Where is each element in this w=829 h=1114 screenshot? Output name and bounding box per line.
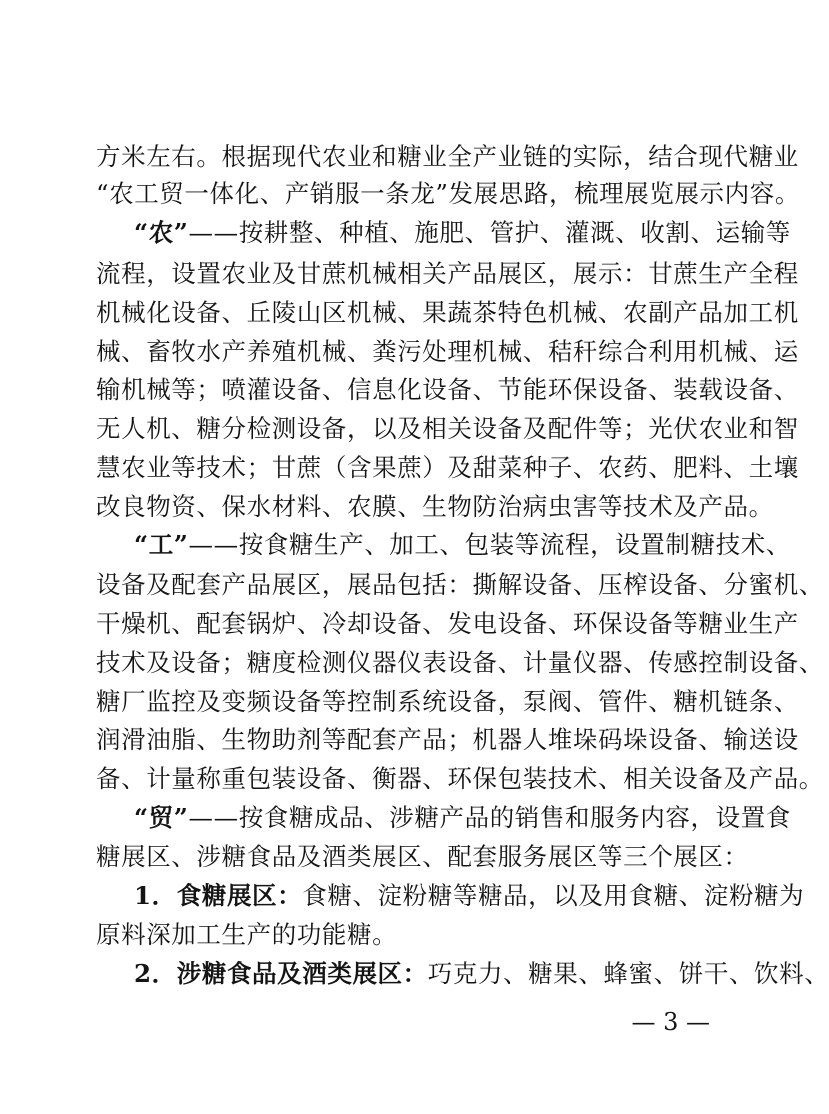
paragraph-line	[134, 527, 791, 563]
paragraph-line	[96, 334, 799, 370]
list-item-heading: 1．食糖展区：	[134, 881, 303, 910]
paragraph-line	[96, 645, 824, 681]
line-text: 设备及配套产品展区，展品包括：撕解设备、压榨设备、分蜜机、	[96, 570, 824, 599]
line-text: 备、计量称重包装设备、衡器、环保包装技术、相关设备及产品。	[96, 764, 824, 793]
list-item-heading: 2．涉糖食品及酒类展区：	[134, 959, 428, 988]
paragraph-line	[96, 139, 799, 175]
line-text: 械、畜牧水产养殖机械、粪污处理机械、秸秆综合利用机械、运	[96, 337, 799, 366]
page-number: — 3 —	[631, 1008, 710, 1036]
line-text: 食糖、淀粉糖等糖品，以及用食糖、淀粉糖为	[302, 881, 805, 910]
paragraph-line	[96, 839, 749, 875]
paragraph-line	[134, 956, 829, 992]
line-text: 原料深加工生产的功能糖。	[96, 920, 398, 949]
paragraph-line	[134, 800, 791, 836]
paragraph-line	[96, 295, 799, 331]
paragraph-line	[134, 878, 805, 914]
line-text: 流程，设置农业及甘蔗机械相关产品展区，展示：甘蔗生产全程	[96, 259, 799, 288]
paragraph-line	[96, 176, 800, 212]
line-text: 机械化设备、丘陵山区机械、果蔬茶特色机械、农副产品加工机	[96, 298, 799, 327]
section-lead-gong: “工”	[134, 530, 189, 559]
line-text: 技术及设备；糖度检测仪器仪表设备、计量仪器、传感控制设备、	[96, 648, 824, 677]
paragraph-line	[96, 256, 799, 292]
paragraph-line	[96, 411, 799, 447]
line-text: ——按食糖成品、涉糖产品的销售和服务内容，设置食	[188, 803, 791, 832]
paragraph-line	[96, 567, 824, 603]
paragraph-line	[96, 372, 799, 408]
paragraph-line	[96, 489, 774, 525]
line-text: 糖厂监控及变频设备等控制系统设备，泵阀、管件、糖机链条、	[96, 687, 799, 716]
paragraph-line	[96, 917, 708, 953]
line-text: ——按耕整、种植、施肥、管护、灌溉、收割、运输等	[188, 218, 791, 247]
paragraph-line	[96, 722, 799, 758]
paragraph-line	[96, 606, 799, 642]
paragraph-line	[96, 761, 824, 797]
line-text: 方米左右。根据现代农业和糖业全产业链的实际，结合现代糖业	[96, 142, 799, 171]
line-text: 输机械等；喷灌设备、信息化设备、节能环保设备、装载设备、	[96, 375, 799, 404]
paragraph-line	[96, 684, 799, 720]
line-text: 润滑油脂、生物助剂等配套产品；机器人堆垛码垛设备、输送设	[96, 725, 799, 754]
line-text: 改良物资、保水材料、农膜、生物防治病虫害等技术及产品。	[96, 492, 774, 521]
line-text: 慧农业等技术；甘蔗（含果蔗）及甜菜种子、农药、肥料、土壤	[96, 453, 799, 482]
line-text: 巧克力、糖果、蜂蜜、饼干、饮料、	[427, 959, 829, 988]
line-text: “农工贸一体化、产销服一条龙”发展思路，梳理展览展示内容。	[96, 179, 800, 208]
section-lead-mao: “贸”	[134, 803, 189, 832]
paragraph-line	[96, 450, 799, 486]
paragraph-line	[134, 215, 791, 251]
line-text: 糖展区、涉糖食品及酒类展区、配套服务展区等三个展区：	[96, 842, 749, 871]
line-text: 干燥机、配套锅炉、冷却设备、发电设备、环保设备等糖业生产	[96, 609, 799, 638]
section-lead-nong: “农”	[134, 218, 189, 247]
line-text: 无人机、糖分检测设备，以及相关设备及配件等；光伏农业和智	[96, 414, 799, 443]
line-text: ——按食糖生产、加工、包装等流程，设置制糖技术、	[188, 530, 791, 559]
